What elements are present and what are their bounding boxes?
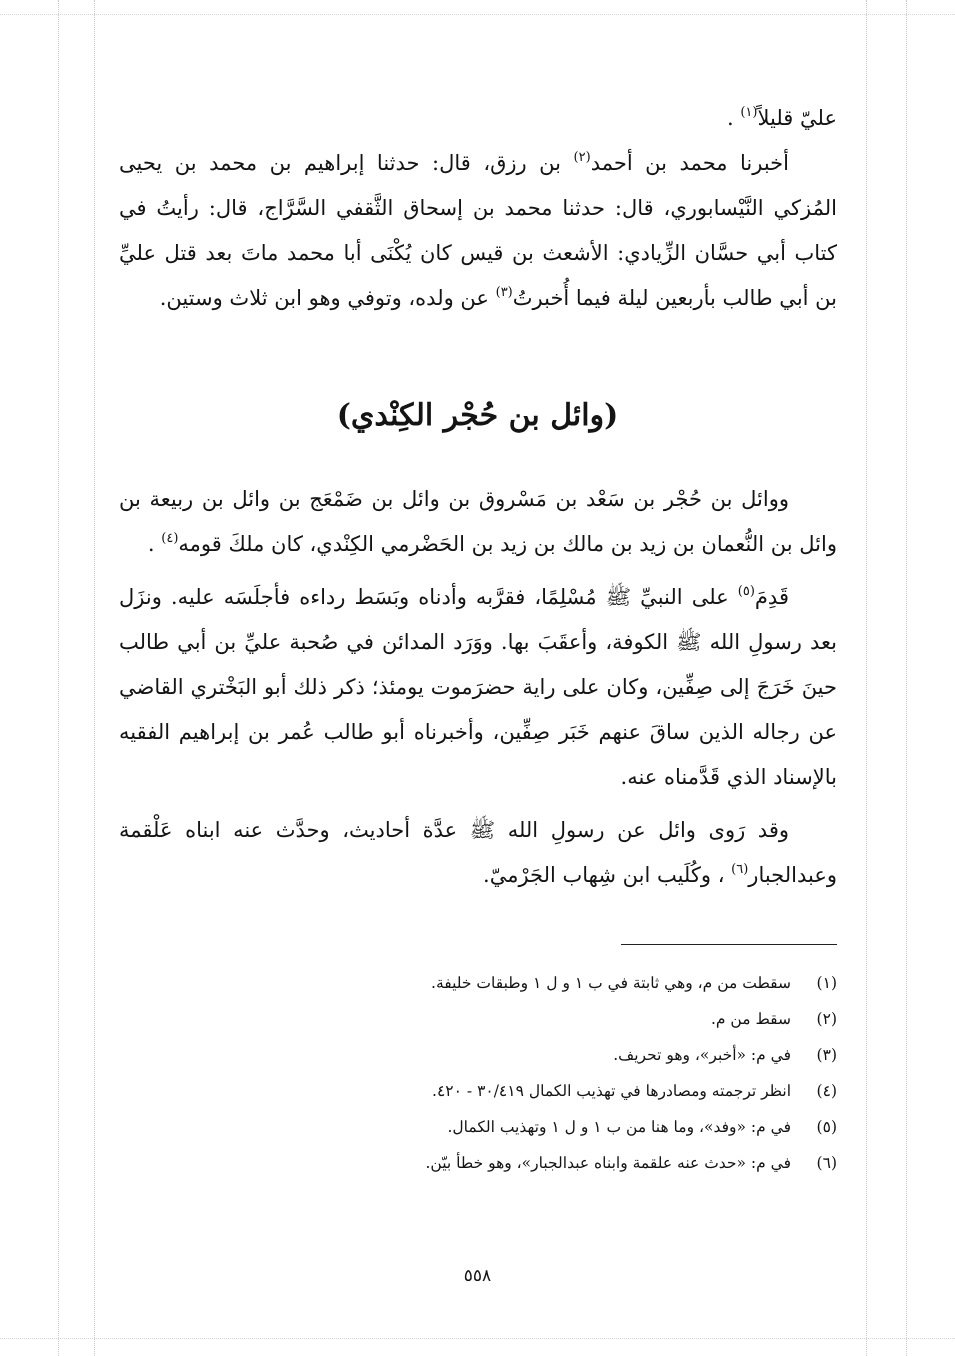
footnote-ref: (١): [740, 105, 758, 120]
footnote-ref: (٥): [737, 584, 755, 599]
footnote-text: سقط من م.: [710, 1010, 791, 1028]
footnote-separator: [621, 944, 837, 945]
scan-mark: [0, 1338, 955, 1339]
scan-mark: [0, 14, 955, 15]
scan-mark: [58, 0, 59, 1356]
footnote-item: [119, 965, 837, 1001]
footnote-number: (٢): [816, 1010, 837, 1028]
scan-mark: [94, 0, 95, 1356]
footnotes: [119, 965, 837, 1181]
footnote-item: [119, 1109, 837, 1145]
paragraph-ashath: أخبرنا محمد بن أحمد$^{(٢)}$ بن رزق، قال: حدثنا إبراهيم بن محمد بن يحيى المُزكي النَّيْسابوري، قال: حدثنا محمد بن إسحاق الثَّقفي السَّرَّاج، قال: رأيتُ في كتاب أبي حسَّان الزِّيادي: الأشعث بن قيس كان يُكْنَى أبا محمد ماتَ بعد قتل عليِّ بن أبي طالب بأربعين ليلة فيما أُخبرتُ$^{(٣)}$ عن ولده، وتوفي وهو ابن ثلاث وستين.: [119, 150, 837, 310]
continuation-line: عليّ قليلاً$^{(١)}$ .: [726, 105, 837, 130]
paragraph-lineage: ووائل بن حُجْر بن سَعْد بن مَسْروق بن وائل بن ضَمْعَج بن وائل بن ربيعة بن وائل بن النُّعمان بن زيد بن مالك بن زيد بن الحَضْرمي الكِنْدي، كان ملكَ قومه$^{(٤)}$ .: [119, 487, 837, 556]
footnote-ref: (٦): [731, 862, 749, 877]
footnote-item: [119, 1001, 837, 1037]
paragraph-arrival: قَدِمَ$^{(٥)}$ على النبيِّ ﷺ مُسْلِمًا، فقرَّبه وأدناه وبَسَط رداءه فأجلَسَه عليه. ونزَل بعد رسولِ الله ﷺ الكوفة، وأعقَبَ بها. ووَرَد المدائن في صُحبة عليِّ بن أبي طالب حينَ خَرَجَ إلى صِفِّين، وكان على راية حضرَموت يومئذ؛ ذكر ذلك أبو البَخْتري القاضي عن رجاله الذين ساقَ عنهم خَبَر صِفِّين، وأخبرناه أبو طالب عُمر بن إبراهيم الفقيه بالإسناد الذي قَدَّمناه عنه.: [119, 584, 837, 789]
footnote-number: (٣): [816, 1046, 837, 1064]
footnote-number: (٤): [816, 1082, 837, 1100]
footnote-text: في م: «حدث عنه علقمة وابناه عبدالجبار»، وهو خطأ بيّن.: [425, 1154, 791, 1172]
footnote-number: (٦): [816, 1154, 837, 1172]
footnote-ref: (٢): [573, 150, 591, 165]
footnote-ref: (٣): [495, 285, 513, 300]
scan-mark: [866, 0, 867, 1356]
footnote-text: في م: «أخبر»، وهو تحريف.: [613, 1046, 791, 1064]
footnote-item: [119, 1145, 837, 1181]
paragraph-narrators: وقد رَوى وائل عن رسولِ الله ﷺ عدَّة أحاديث، وحدَّث عنه ابناه عَلْقمة وعبدالجبار$^{(٦)}$ ، وكُلَيب ابن شِهاب الجَرْميّ.: [119, 818, 837, 887]
footnote-text: في م: «وفد»، وما هنا من ب ١ و ل ١ وتهذيب الكمال.: [447, 1118, 791, 1136]
top-text-block: [119, 96, 837, 321]
scan-mark: [906, 0, 907, 1356]
footnote-number: (٥): [816, 1118, 837, 1136]
section-heading: (وائل بن حُجْر الكِنْدي): [336, 398, 619, 433]
footnote-item: [119, 1037, 837, 1073]
footnote-text: سقطت من م، وهي ثابتة في ب ١ و ل ١ وطبقات خليفة.: [431, 974, 791, 992]
bio-text-block: [119, 477, 837, 898]
page-number: ٥٥٨: [463, 1266, 492, 1286]
footnote-item: [119, 1073, 837, 1109]
footnote-number: (١): [816, 974, 837, 992]
footnote-ref: (٤): [161, 531, 179, 546]
footnote-text: انظر ترجمته ومصادرها في تهذيب الكمال ٣٠/٤١٩ - ٤٢٠.: [432, 1082, 791, 1100]
